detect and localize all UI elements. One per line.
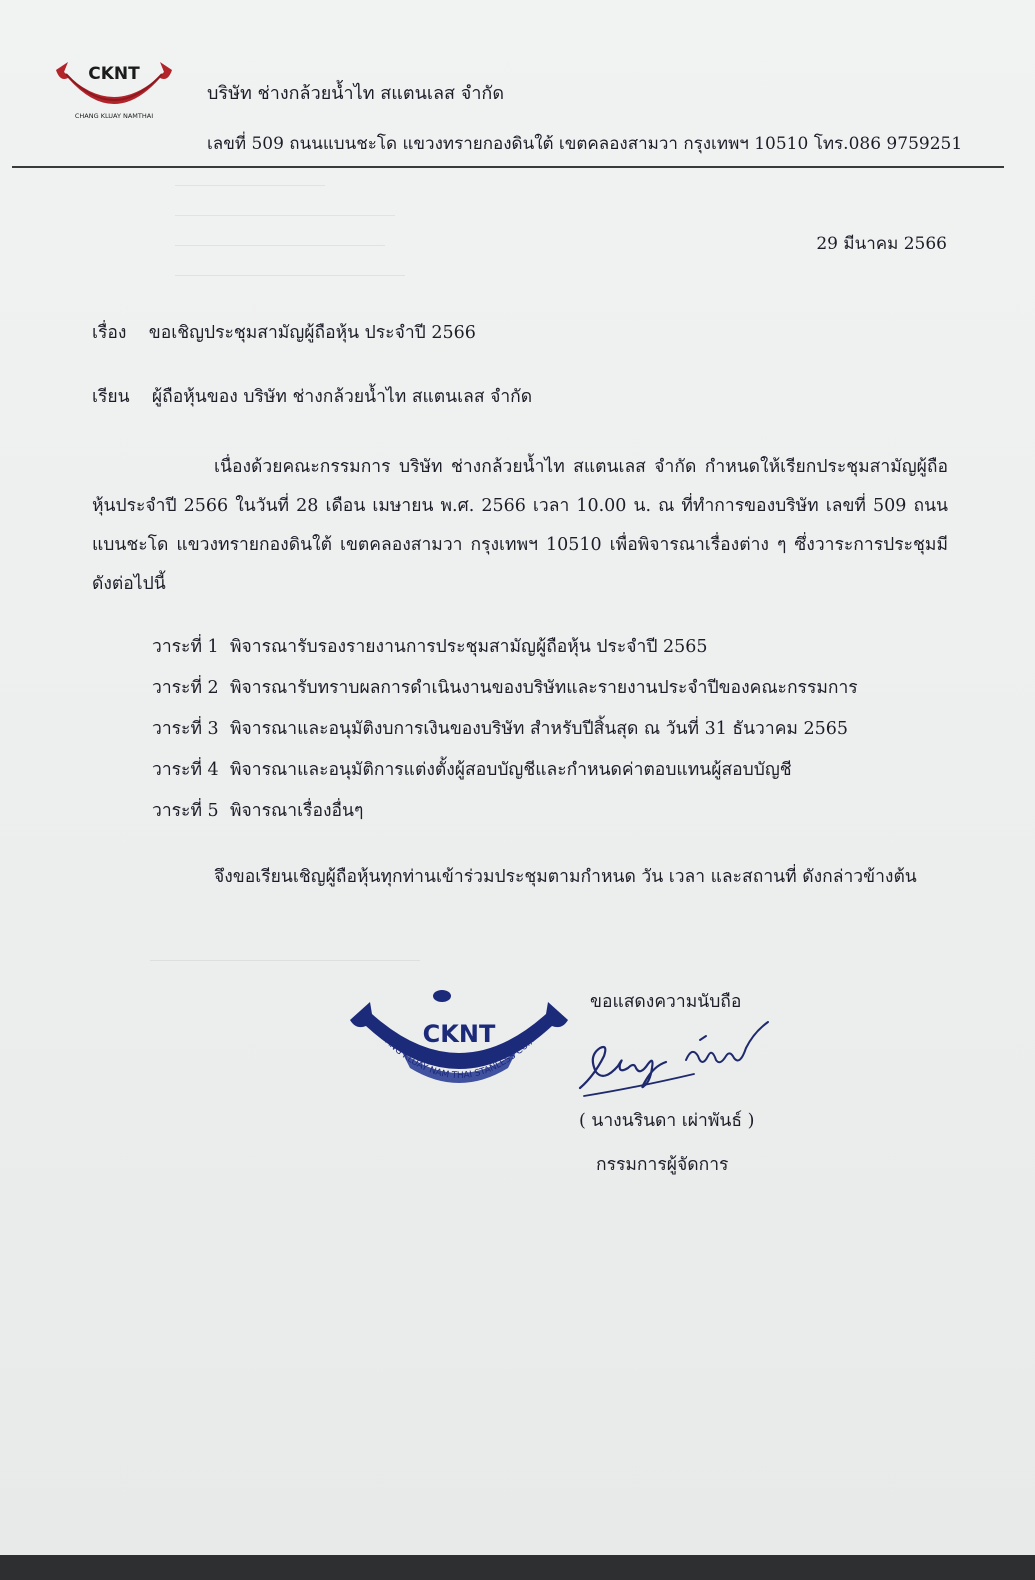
bleed-through-mark xyxy=(175,275,405,276)
agenda-text: พิจารณาและอนุมัติการแต่งตั้งผู้สอบบัญชีและกำหนดค่าตอบแทนผู้สอบบัญชี xyxy=(230,760,792,780)
salutation-text: ผู้ถือหุ้นของ บริษัท ช่างกล้วยน้ำไท สแตนเลส จำกัด xyxy=(151,387,533,407)
subject-label: เรื่อง xyxy=(92,323,127,343)
signer-name: ( นางนรินดา เผ่าพันธ์ ) xyxy=(579,1111,755,1131)
subject-text: ขอเชิญประชุมสามัญผู้ถือหุ้น ประจำปี 2566 xyxy=(148,323,476,343)
salutation-line xyxy=(92,382,532,410)
agenda-text: พิจารณาและอนุมัติงบการเงินของบริษัท สำหรับปีสิ้นสุด ณ วันที่ 31 ธันวาคม 2565 xyxy=(230,719,849,739)
agenda-item xyxy=(152,798,858,839)
subject-line xyxy=(92,318,476,346)
body-paragraph: เนื่องด้วยคณะกรรมการ บริษัท ช่างกล้วยน้ำไท สแตนเลส จำกัด กำหนดให้เรียกประชุมสามัญผู้ถือหุ้นประจำปี 2566 ในวันที่ 28 เดือน เมษายน พ.ศ. 2566 เวลา 10.00 น. ณ ที่ทำการของบริษัท เลขที่ 509 ถนนแบนชะโด แขวงทรายกองดินใต้ เขตคลองสามวา กรุงเทพฯ 10510 เพื่อพิจารณาเรื่องต่าง ๆ ซึ่งวาระการประชุมมีดังต่อไปนี้ xyxy=(92,457,948,594)
logo-subtext: CHANG KLUAY NAMTHAI xyxy=(74,112,154,120)
agenda-list xyxy=(152,634,858,839)
signer-title: กรรมการผู้จัดการ xyxy=(596,1155,729,1175)
agenda-text: พิจารณารับทราบผลการดำเนินงานของบริษัทและรายงานประจำปีของคณะกรรมการ xyxy=(230,678,858,698)
agenda-number: วาระที่ 2 xyxy=(152,678,219,698)
agenda-number: วาระที่ 5 xyxy=(152,801,219,821)
bleed-through-mark xyxy=(150,960,420,961)
agenda-item xyxy=(152,757,858,798)
salutation-label: เรียน xyxy=(92,387,130,407)
agenda-number: วาระที่ 3 xyxy=(152,719,219,739)
agenda-item xyxy=(152,716,858,757)
handwritten-signature xyxy=(574,1016,774,1102)
company-logo xyxy=(50,52,178,124)
bleed-through-mark xyxy=(175,215,395,216)
bleed-through-mark xyxy=(175,185,325,186)
agenda-text: พิจารณาเรื่องอื่นๆ xyxy=(230,801,364,821)
agenda-item xyxy=(152,634,858,675)
header-divider xyxy=(12,166,1004,168)
letter-date: 29 มีนาคม 2566 xyxy=(816,234,947,254)
company-address: เลขที่ 509 ถนนแบนชะโด แขวงทรายกองดินใต้ เขตคลองสามวา กรุงเทพฯ 10510 โทร.086 9759251 xyxy=(207,134,963,154)
bleed-through-mark xyxy=(175,245,385,246)
scan-bottom-edge xyxy=(0,1555,1035,1580)
regards-text: ขอแสดงความนับถือ xyxy=(590,992,742,1012)
closing-paragraph: จึงขอเรียนเชิญผู้ถือหุ้นทุกท่านเข้าร่วมประชุมตามกำหนด วัน เวลา และสถานที่ ดังกล่าวข้างต้น xyxy=(214,867,917,887)
logo-text: CKNT xyxy=(88,64,140,84)
company-seal xyxy=(348,982,570,1118)
agenda-text: พิจารณารับรองรายงานการประชุมสามัญผู้ถือหุ้น ประจำปี 2565 xyxy=(230,637,708,657)
agenda-number: วาระที่ 4 xyxy=(152,760,219,780)
seal-text: CKNT xyxy=(422,1020,496,1048)
agenda-item xyxy=(152,675,858,716)
agenda-number: วาระที่ 1 xyxy=(152,637,219,657)
company-name: บริษัท ช่างกล้วยน้ำไท สแตนเลส จำกัด xyxy=(207,83,505,104)
seal-ring-text: CHANG KLUAY NAM THAI STANLESS CO.,LTD. xyxy=(373,1024,548,1082)
